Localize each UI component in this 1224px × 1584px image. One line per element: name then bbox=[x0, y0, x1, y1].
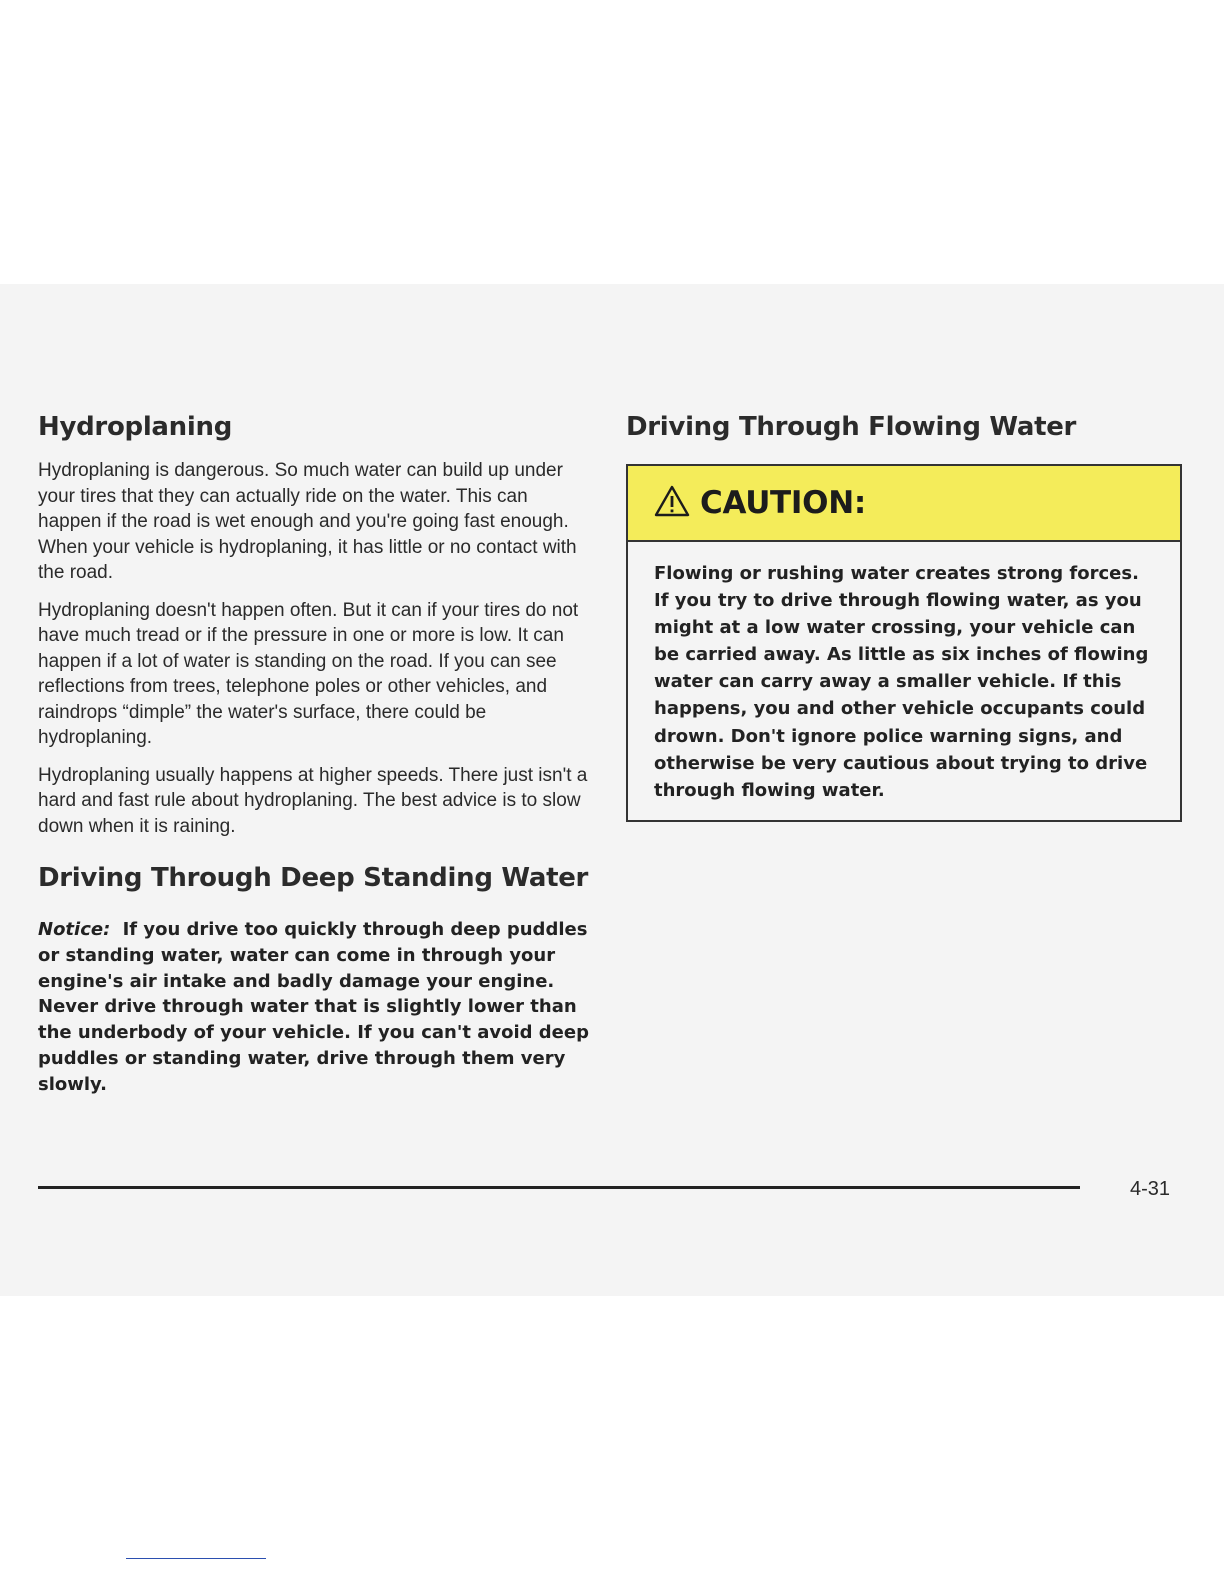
notice-text: If you drive too quickly through deep puddles or standing water, water can come in through your engine's air intake and badly damage your engine. Never drive through water that is slightly lower than the underbody of your vehicle. If you can't avoid deep puddles or standing water, drive through them very slowly. bbox=[38, 919, 589, 1095]
footer-rule bbox=[38, 1186, 1080, 1189]
right-column bbox=[626, 412, 1182, 822]
caution-box bbox=[626, 464, 1182, 822]
caution-header bbox=[628, 466, 1180, 542]
caution-title: CAUTION: bbox=[700, 485, 866, 521]
deep-water-notice bbox=[38, 917, 590, 1098]
page-number: 4-31 bbox=[1130, 1178, 1171, 1200]
hydroplaning-paragraph-2: Hydroplaning doesn't happen often. But it can if your tires do not have much tread or if the pressure in one or more is low. It can happen if a lot of water is standing on the road. If you can see reflections from trees, telephone poles or other vehicles, and raindrops “dimple” the water's surface, there could be hydroplaning. bbox=[38, 599, 579, 748]
hydroplaning-paragraph-1: Hydroplaning is dangerous. So much water can build up under your tires that they can actually ride on the water. This can happen if the road is wet enough and you're going fast enough. When your vehicle is hydroplaning, it has little or no contact with the road. bbox=[38, 460, 577, 583]
caution-text: Flowing or rushing water creates strong forces. If you try to drive through flowing water, as you might at a low water crossing, your vehicle can be carried away. As little as six inches of flowing water can carry away a smaller vehicle. If this happens, you and other vehicle occupants could drown. Don't ignore police warning signs, and otherwise be very cautious about trying to drive through flowing water. bbox=[654, 563, 1149, 801]
warning-triangle-icon bbox=[654, 485, 700, 522]
hydroplaning-paragraph-3: Hydroplaning usually happens at higher speeds. There just isn't a hard and fast rule about hydroplaning. The best advice is to slow down when it is raining. bbox=[38, 764, 588, 837]
link-underline bbox=[126, 1558, 266, 1559]
flowing-water-heading: Driving Through Flowing Water bbox=[626, 412, 1077, 442]
left-column bbox=[38, 412, 590, 1098]
hydroplaning-heading: Hydroplaning bbox=[38, 412, 233, 442]
deep-water-heading: Driving Through Deep Standing Water bbox=[38, 863, 589, 893]
notice-label: Notice: bbox=[38, 919, 111, 940]
